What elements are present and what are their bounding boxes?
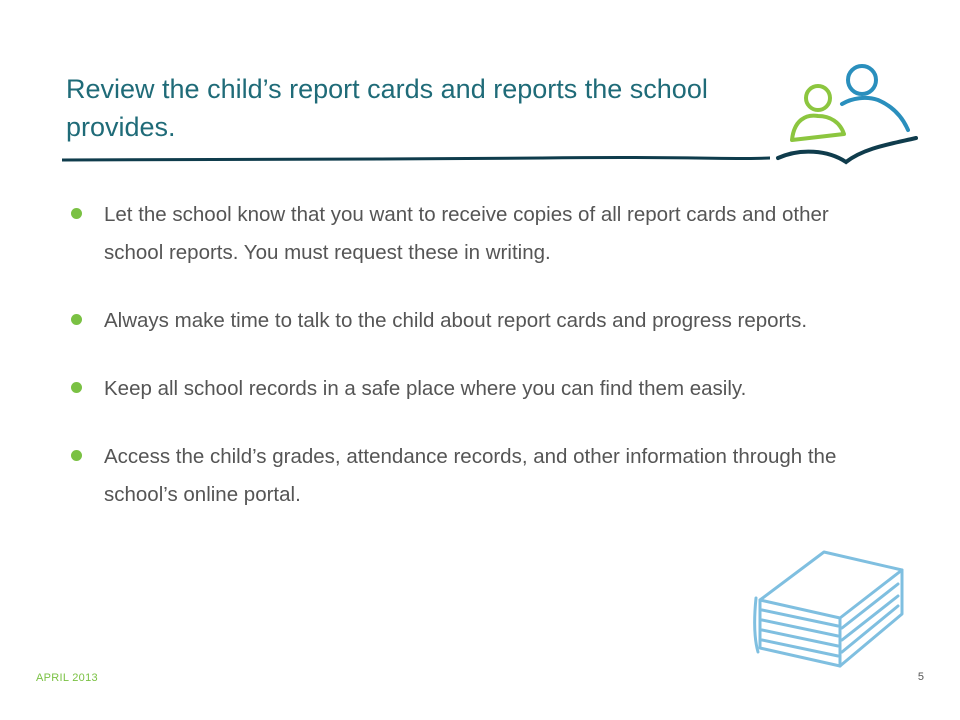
bullet-text: Let the school know that you want to receive copies of all report cards and other school reports. You must request these in writing. [104, 203, 829, 264]
bullet-item [68, 370, 868, 408]
page-number: 5 [917, 671, 924, 683]
bullet-text: Access the child’s grades, attendance records, and other information through the school’s online portal. [104, 445, 837, 506]
people-reading-book-icon [770, 54, 920, 174]
footer-date: APRIL 2013 [36, 672, 98, 684]
slide-title: Review the child’s report cards and reports the school provides. [66, 74, 708, 142]
title-underline [62, 155, 770, 163]
bullet-item [68, 196, 868, 272]
bullet-text: Keep all school records in a safe place where you can find them easily. [104, 377, 747, 400]
bullet-marker [71, 314, 82, 325]
bullet-text: Always make time to talk to the child about report cards and progress reports. [104, 309, 808, 332]
book-stack-icon [752, 540, 912, 670]
bullet-marker [71, 208, 82, 219]
bullet-item [68, 302, 868, 340]
bullet-item [68, 438, 868, 514]
bullet-marker [71, 450, 82, 461]
bullet-list [68, 196, 868, 544]
bullet-marker [71, 382, 82, 393]
